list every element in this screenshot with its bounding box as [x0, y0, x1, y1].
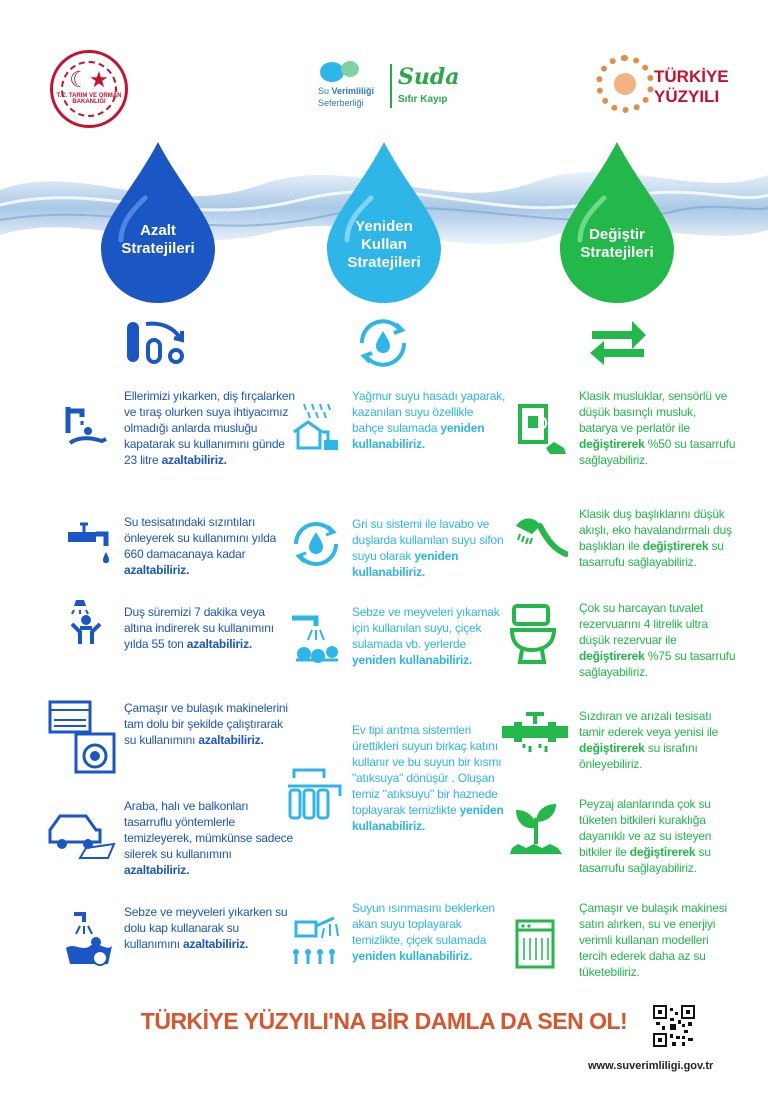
degistir-item-6: Çamaşır ve bulaşık makinesi satın alırken, su ve enerjiyi verimli kullanan modelleri tercih ederek daha az su tüketebiliriz. [579, 901, 727, 979]
degistir-item-3: Çok su harcayan tuvalet rezervuarını 4 litrelik ultra düşük rezervuar ile değiştirerek %75 su tasarrufu sağlayabiliriz. [579, 601, 736, 679]
drop-label-azalt-2: Stratejileri [121, 240, 195, 257]
toilet-icon [510, 604, 556, 666]
azalt-item-3: Duş süremizi 7 dakika veya altına indirerek su kullanımını yılda 55 ton azaltabiliriz. [124, 605, 274, 651]
degistir-item-4: Sızdıran ve arızalı tesisatı tamir ederek veya yenisi ile değiştirerek su israfını önleyebiliriz. [579, 709, 719, 771]
pipe-repair-icon [500, 712, 570, 756]
azalt-item-5: Araba, halı ve balkonları tasarruflu yöntemlerle temizleyerek, mümkünse sadece silerek su kullanımını azaltabiliriz. [124, 799, 293, 877]
shower-person-icon [62, 598, 110, 646]
faucet-hands-icon [62, 403, 110, 451]
website-link[interactable]: www.suverimliligi.gov.tr [588, 1060, 714, 1072]
yeniden-item-1: Yağmur suyu hasadı yaparak, kazanılan suyu özellikle bahçe sulamada yeniden kullanabiliriz. [352, 389, 506, 451]
car-wash-icon [46, 808, 118, 860]
logo-text-seferberligi: Seferberliği [318, 98, 364, 108]
strategy-drops [0, 140, 768, 310]
rain-harvest-icon [290, 400, 344, 454]
drop-degistir [552, 140, 682, 305]
drop-yeniden-kullan [319, 140, 449, 305]
water-filter-icon [284, 766, 346, 824]
ministry-seal-logo [50, 50, 128, 128]
su-verimliligi-logo [318, 58, 468, 108]
dishwasher-icon [514, 918, 556, 970]
yeniden-item-3: Sebze ve meyveleri yıkamak için kullanılan suyu, çiçek sulamada vb. yerlerde yeniden kullanabiliriz. [352, 605, 500, 667]
qr-code-icon[interactable] [652, 1004, 696, 1048]
degistir-item-5: Peyzaj alanlarında çok su tüketen bitkileri kuraklığa dayanıklı ve az su isteyen bitkiler ile değiştirerek su tasarrufu sağlayabiliriz. [579, 797, 712, 875]
drop-azalt [93, 140, 223, 305]
logo-text-yuzyili: YÜZYILI [654, 87, 720, 106]
leaking-tap-icon [66, 520, 114, 568]
crescent-star-icon: ☾★ [69, 67, 109, 92]
drop-label-azalt-1: Azalt [140, 222, 176, 239]
sensor-faucet-icon [514, 402, 570, 458]
fruit-wash-icon [288, 610, 344, 666]
yeniden-item-5: Suyun ısınmasını beklerken akan suyu toplayarak temizlikte, çiçek sulamada yeniden kullanabiliriz. [352, 901, 495, 963]
shower-head-icon [512, 512, 568, 560]
logo-text-sifir-kayip: Sıfır Kayıp [398, 94, 448, 105]
degistir-item-2: Klasik duş başlıklarını düşük akışlı, eko havalandırmalı duş başlıkları ile değiştirerek su tasarrufu sağlayabiliriz. [579, 507, 732, 569]
header [0, 0, 768, 140]
swap-arrows-icon [586, 315, 650, 369]
reduce-bars-icon [124, 318, 190, 364]
yeniden-item-4: Ev tipi arıtma sistemleri ürettikleri suyun birkaç katını kullanır ve bu suyun bir kısmı "atıksuya" dönüşür . Oluşan temiz "atıksuyu" bir haznede toplayarak temizlikte yeniden kullanabiliriz. [352, 723, 504, 833]
recycle-drop-icon [288, 516, 344, 572]
recycle-drop-big-icon [352, 312, 414, 374]
logo-text-turkiye: TÜRKİYE [654, 67, 729, 86]
drops-logo-icon [318, 58, 362, 84]
turkiye-yuzyili-logo [596, 55, 736, 115]
logo-text-verimliligi: Verimliliği [331, 86, 375, 96]
water-drop-icon [552, 140, 682, 305]
washing-machine-icon [46, 698, 118, 776]
azalt-item-6: Sebze ve meyveleri yıkarken su dolu kap kullanarak su kullanımını azaltabiliriz. [124, 905, 288, 951]
drop-label-yeniden-3: Stratejileri [347, 254, 421, 271]
azalt-item-4: Çamaşır ve bulaşık makinelerini tam dolu bir şekilde çalıştırarak su kullanımını azaltabiliriz. [124, 701, 288, 747]
degistir-item-1: Klasik musluklar, sensörlü ve düşük basınçlı musluk, batarya ve perlatör ile değiştirerek %50 su tasarrufu sağlayabiliriz. [579, 389, 736, 467]
drop-label-degistir-1: Değiştir [589, 226, 645, 243]
slogan: TÜRKİYE YÜZYILI'NA BİR DAMLA DA SEN OL! [140, 1008, 628, 1034]
drop-label-degistir-2: Stratejileri [580, 244, 654, 261]
logo-divider [390, 64, 392, 108]
drop-label-yeniden-1: Yeniden [355, 218, 413, 235]
seal-text: T.C. TARIM VE ORMAN BAKANLIĞI [56, 93, 122, 105]
watering-can-icon [290, 912, 348, 968]
logo-text-su: Su [318, 86, 332, 96]
vegetable-wash-icon [60, 912, 116, 968]
drop-label-yeniden-2: Kullan [361, 236, 407, 253]
yeniden-item-2: Gri su sistemi ile lavabo ve duşlarda kullanılan suyu sifon suyu olarak yeniden kullanabiliriz. [352, 517, 504, 579]
drought-plant-icon [508, 800, 566, 858]
logo-text-suda: Suda [398, 64, 460, 90]
azalt-item-2: Su tesisatındaki sızıntıları önleyerek su kullanımını yılda 660 damacanaya kadar azaltabiliriz. [124, 515, 277, 577]
azalt-item-1: Ellerimizi yıkarken, diş fırçalarken ve tıraş olurken suya ihtiyacımız olmadığı anlarda musluğu kapatarak su kullanımını günde 23 litre azaltabiliriz. [124, 389, 295, 467]
